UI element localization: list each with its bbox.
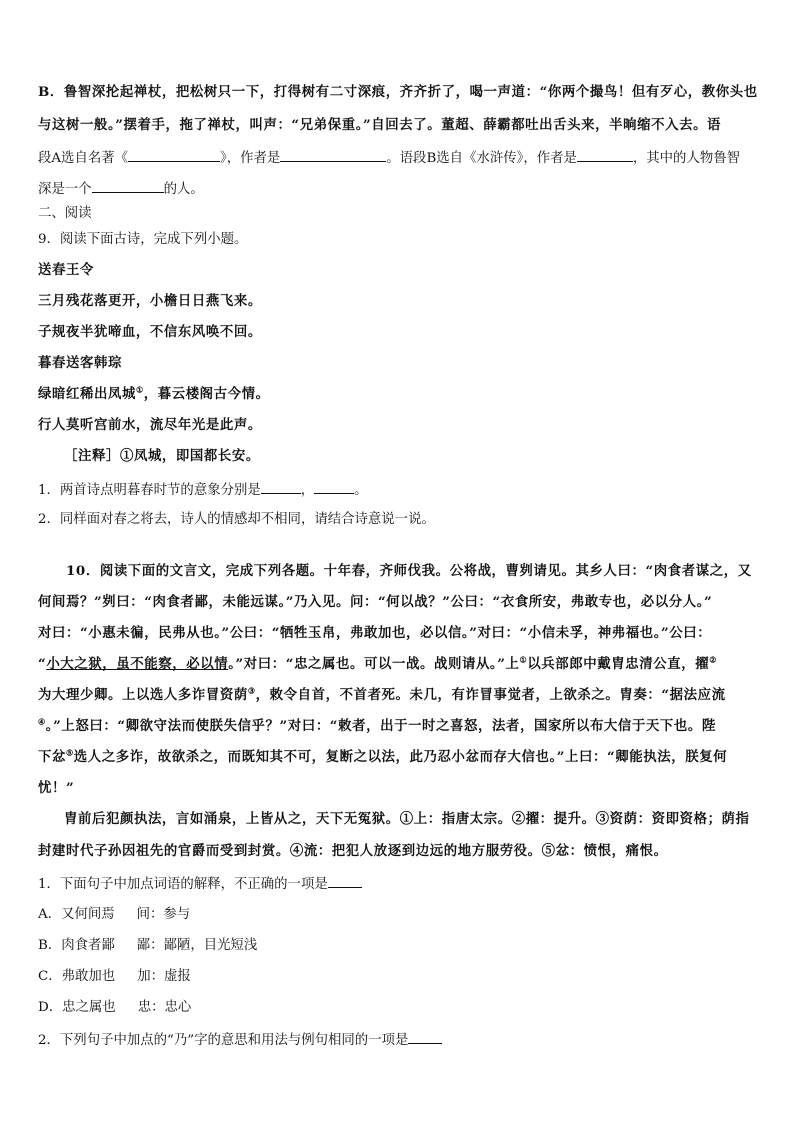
option-gloss: 鄙：鄙陋，目光短浅 [136,938,258,953]
q10-text: 下忿 [38,749,66,765]
option-a[interactable] [38,906,758,923]
q8-line-4 [38,179,758,198]
q10-sub-1 [38,874,758,893]
option-b[interactable] [38,937,758,954]
option-label: C． [38,969,62,984]
poem-text: ，暮云楼阁古今情。 [143,386,270,402]
option-gloss: 忠：忠心 [137,1000,192,1015]
option-d[interactable] [38,999,758,1016]
q10-line-3: 对曰：“小惠未徧，民弗从也。”公曰：“牺牲玉帛，弗敢加也，必以信。”对曰：“小信未孚，神弗福也。”公曰： [38,625,712,641]
answer-blank[interactable] [314,480,354,494]
poem-text: 绿暗红稀出凤城 [38,386,136,402]
q9-text: ， [300,483,315,498]
q10-line-6 [38,718,758,735]
q10-text: ，敕令自首，不首者死。未几，有诈冒事觉者，上欲杀之。胄奏：“据法应流 [255,687,726,703]
option-phrase: 肉食者鄙 [61,938,115,953]
q8-text: ，其中的人物鲁智 [632,151,741,166]
option-c[interactable] [38,968,758,985]
option-label: B． [38,938,62,953]
option-label: A． [38,907,62,922]
poem-note: ［注释］①凤城，即国都长安。 [64,448,260,464]
answer-blank[interactable] [577,148,633,162]
option-gloss: 加：虚报 [137,969,191,984]
q9-text: 1．两首诗点明暮春时节的意象分别是 [38,483,261,498]
option-gloss: 间：参与 [136,907,191,922]
q10-line-5 [38,687,758,704]
section-heading: 二、阅读 [38,206,92,221]
underlined-sentence: 小大之狱，虽不能察，必以情 [46,656,229,672]
option-label: D． [38,1000,63,1015]
q10-text: 1．下面句子中加点词语的解释，不正确的一项是 [38,877,328,892]
q8-line-2: 与这树一般。”摆着手，拖了禅杖，叫声：“兄弟保重。”自回去了。董超、薛霸都吐出舌头来，半晌缩不入去。语 [38,117,722,133]
poem2-line-2: 行人莫听宫前水，流尽年光是此声。 [38,417,262,433]
option-phrase: 又何间焉 [61,907,115,922]
note-mark: ① [519,654,528,665]
note-mark: ⑤ [65,747,74,758]
q8-text: 》，作者是 [220,151,281,166]
q9-text: 。 [354,483,368,498]
q10-line-4 [38,656,758,673]
q10-text: 2．下列句子中加点的“乃”字的意思和用法与例句相同的一项是 [38,1033,409,1048]
q9-sub-2: 2．同样面对春之将去，诗人的情感却不相同，请结合诗意说一说。 [38,512,435,527]
q10-text: 。”上怒曰：“卿欲守法而使朕失信乎？”对曰：“敕者，出于一时之喜怒，法者，国家所以布大信于天下也。陛 [45,718,716,734]
q10-text: 为大理少卿。上以选人多诈冒资荫 [38,687,248,703]
note-mark: ① [135,384,144,395]
option-phrase: 忠之属也 [62,1000,116,1015]
q10-notes-1: 胄前后犯颜执法，言如涌泉，上皆从之，天下无冤狱。①上：指唐太宗。②擢：提升。③资荫：资即资格；荫指 [64,811,750,827]
q10-text: 。”对曰：“忠之属也。可以一战。战则请从。”上 [228,656,520,672]
poem1-line-2: 子规夜半犹啼血，不信东风唤不回。 [38,324,262,340]
q10-line-2: 何间焉？”刿曰：“肉食者鄙，未能远谋。”乃入见。问：“何以战？”公曰：“衣食所安，弗敢专也，必以分人。” [38,594,713,610]
q10-text: 选人之多诈，故欲杀之，而既知其不可，复断之以法，此乃忍小忿而存大信也。”上曰：“卿能执法，朕复何 [73,749,728,765]
q10-text: “ [38,656,47,672]
answer-blank[interactable] [261,480,301,494]
answer-blank[interactable] [408,1030,442,1044]
q10-sub-2 [38,1030,758,1049]
note-mark: ③ [247,685,256,696]
option-phrase: 弗敢加也 [61,969,116,984]
q8-text: 的人。 [163,182,204,197]
q10-line-7 [38,749,758,766]
q10-line-8: 忧！” [38,780,75,796]
q10-notes-2: 封建时代子孙因祖先的官爵而受到封赏。④流：把犯人放逐到边远的地方服劳役。⑤忿：愤恨，痛恨。 [38,843,668,859]
answer-blank[interactable] [92,179,164,193]
poem1-title: 送春王令 [38,262,94,278]
q10-text: 以兵部郎中戴胄忠清公直，擢 [527,656,710,672]
note-mark: ② [709,654,717,665]
poem2-title: 暮春送客韩琮 [38,355,122,371]
q8-line-3 [38,148,758,167]
answer-blank[interactable] [128,148,220,162]
q9-prompt: 9．阅读下面古诗，完成下列小题。 [38,232,248,247]
q8-line-1: B．鲁智深抡起禅杖，把松树只一下，打得树有二寸深痕，齐齐折了，喝一声道：“你两个撮鸟！但有歹心，教你头也 [38,84,758,100]
q8-text: 段A选自名著《 [38,151,129,166]
q8-text: 深是一个 [38,182,92,197]
answer-blank[interactable] [328,874,362,888]
note-mark: ④ [38,716,46,727]
poem1-line-1: 三月残花落更开，小檐日日燕飞来。 [38,293,262,309]
q9-sub-1 [38,480,758,499]
poem2-line-1 [38,386,758,403]
q10-line-1: 10．阅读下面的文言文，完成下列各题。十年春，齐师伐我。公将战，曹刿请见。其乡人曰：“肉食者谋之，又 [66,563,752,579]
answer-blank[interactable] [280,148,386,162]
q8-text: 。语段B选自《水浒传》，作者是 [386,151,577,166]
